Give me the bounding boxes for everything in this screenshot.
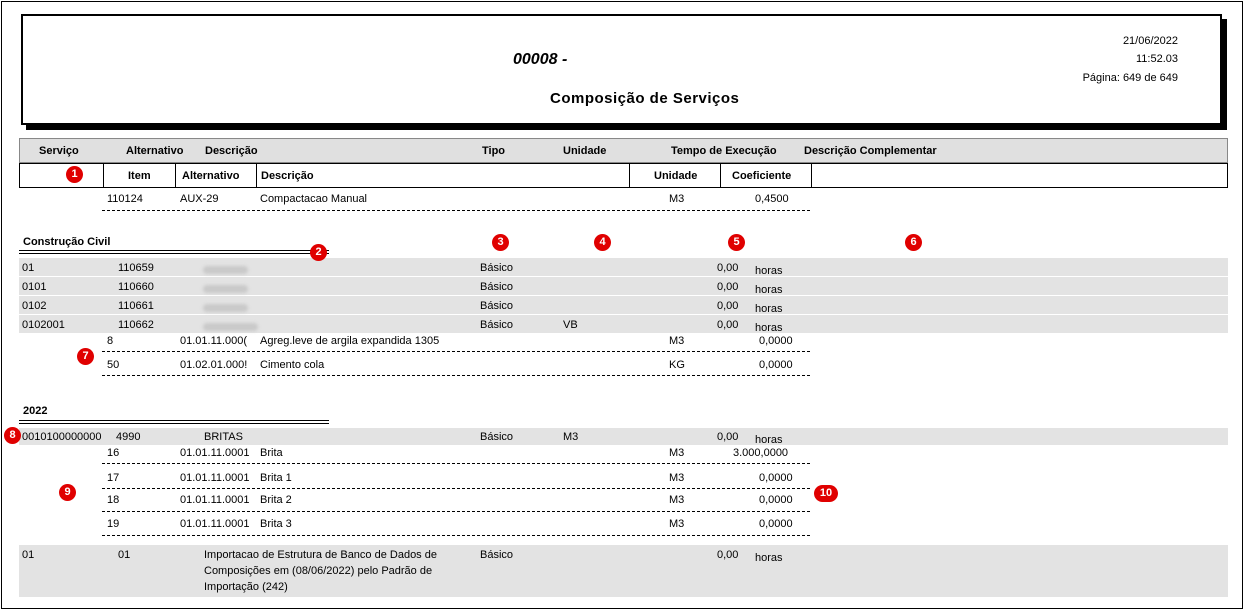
service-code: 0010100000000 xyxy=(22,431,102,443)
service-row xyxy=(19,258,1228,276)
annotation-badge-6: 6 xyxy=(905,234,922,251)
service-code: 0102 xyxy=(22,300,47,312)
item-desc: Compactacao Manual xyxy=(260,193,368,205)
service-time: 0,00 xyxy=(717,300,739,312)
dashed-line xyxy=(102,535,810,536)
service-time-unit: horas xyxy=(755,322,783,334)
service-row xyxy=(19,428,1228,445)
col-unidade: Unidade xyxy=(563,145,607,157)
report-code: 00008 - xyxy=(513,51,568,68)
report-header xyxy=(21,14,1222,125)
dashed-line xyxy=(102,511,810,512)
col-tempo: Tempo de Execução xyxy=(671,145,777,157)
service-row xyxy=(19,277,1228,295)
report-date: 21/06/2022 xyxy=(1122,35,1178,47)
divider xyxy=(720,164,721,187)
divider xyxy=(811,164,812,187)
item-unit: KG xyxy=(669,359,685,371)
service-type: Básico xyxy=(480,431,514,443)
subcol-coeficiente: Coeficiente xyxy=(732,170,792,182)
item-coef: 0,0000 xyxy=(759,335,793,347)
redacted-text xyxy=(203,285,248,293)
item-alt: 01.01.11.0001 xyxy=(180,494,250,506)
service-row xyxy=(19,296,1228,314)
item-coef: 0,0000 xyxy=(759,494,793,506)
service-code: 0102001 xyxy=(22,319,65,331)
item-code: 17 xyxy=(107,472,120,484)
annotation-badge-5: 5 xyxy=(728,234,745,251)
col-servico: Serviço xyxy=(39,145,79,157)
item-unit: M3 xyxy=(669,472,685,484)
subcol-item: Item xyxy=(128,170,151,182)
service-type: Básico xyxy=(480,300,514,312)
item-alt: 01.02.01.000! xyxy=(180,359,248,371)
col-desc-compl: Descrição Complementar xyxy=(804,145,937,157)
annotation-badge-3: 3 xyxy=(492,234,509,251)
service-alt: 110662 xyxy=(118,319,154,331)
service-row xyxy=(19,545,1228,597)
item-code: 19 xyxy=(107,518,120,530)
annotation-badge-2: 2 xyxy=(310,244,327,261)
service-time: 0,00 xyxy=(717,549,739,561)
col-tipo: Tipo xyxy=(482,145,506,157)
subcol-descricao: Descrição xyxy=(261,170,314,182)
report-title: Composição de Serviços xyxy=(550,90,740,107)
service-desc: Importacao de Estrutura de Banco de Dados de Composições em (08/06/2022) pelo Padrão de Importação (242) xyxy=(204,549,437,593)
redacted-text xyxy=(203,323,258,331)
item-desc: Brita 2 xyxy=(260,494,292,506)
item-desc: Brita 3 xyxy=(260,518,292,530)
service-time-unit: horas xyxy=(755,284,783,296)
service-alt: 01 xyxy=(118,549,131,561)
service-time-unit: horas xyxy=(755,303,783,315)
item-unit: M3 xyxy=(669,518,685,530)
service-time: 0,00 xyxy=(717,319,739,331)
col-descricao: Descrição xyxy=(205,145,258,157)
service-type: Básico xyxy=(480,549,514,561)
divider xyxy=(175,164,176,187)
group-underline xyxy=(19,250,329,254)
item-unit: M3 xyxy=(669,494,685,506)
item-coef: 0,0000 xyxy=(759,472,793,484)
service-alt: 4990 xyxy=(116,431,141,443)
redacted-text xyxy=(203,266,248,274)
service-type: Básico xyxy=(480,319,514,331)
item-alt: 01.01.11.0001 xyxy=(180,472,250,484)
service-alt: 110660 xyxy=(118,281,154,293)
service-time-unit: horas xyxy=(755,434,783,446)
item-desc: Brita xyxy=(260,447,283,459)
item-coef: 0,0000 xyxy=(759,518,793,530)
service-type: Básico xyxy=(480,262,514,274)
col-alternativo: Alternativo xyxy=(126,145,184,157)
service-unit: VB xyxy=(563,319,578,331)
redacted-text xyxy=(203,304,248,312)
group-title: Construção Civil xyxy=(23,236,111,248)
item-code: 18 xyxy=(107,494,120,506)
service-code: 01 xyxy=(22,262,35,274)
item-coef: 0,0000 xyxy=(759,359,793,371)
dashed-line xyxy=(102,351,810,352)
item-code: 50 xyxy=(107,359,120,371)
service-row xyxy=(19,315,1228,333)
item-desc: Agreg.leve de argila expandida 1305 xyxy=(260,335,440,347)
dashed-line xyxy=(102,375,810,376)
group-underline xyxy=(19,420,329,424)
divider xyxy=(103,164,104,187)
item-alt: AUX-29 xyxy=(180,193,219,205)
service-time: 0,00 xyxy=(717,431,739,443)
service-time: 0,00 xyxy=(717,262,739,274)
dashed-line xyxy=(102,210,810,211)
item-alt: 01.01.11.0001 xyxy=(180,447,250,459)
item-unit: M3 xyxy=(669,447,685,459)
service-alt: 110661 xyxy=(118,300,154,312)
annotation-badge-9: 9 xyxy=(59,484,76,501)
item-unit: M3 xyxy=(669,335,685,347)
item-desc: Brita 1 xyxy=(260,472,292,484)
item-desc: Cimento cola xyxy=(260,359,325,371)
service-time-unit: horas xyxy=(755,265,783,277)
subcol-unidade: Unidade xyxy=(654,170,698,182)
divider xyxy=(629,164,630,187)
annotation-badge-7: 7 xyxy=(77,348,94,365)
annotation-badge-8: 8 xyxy=(4,427,21,444)
item-alt: 01.01.11.000( xyxy=(180,335,248,347)
dashed-line xyxy=(102,488,810,489)
annotation-badge-4: 4 xyxy=(594,234,611,251)
service-desc: BRITAS xyxy=(204,431,243,443)
item-unit: M3 xyxy=(669,193,685,205)
item-code: 16 xyxy=(107,447,120,459)
group-title: 2022 xyxy=(23,405,48,417)
service-time-unit: horas xyxy=(755,552,783,564)
subcol-alternativo: Alternativo xyxy=(182,170,240,182)
subcolumn-header xyxy=(19,163,1228,188)
divider xyxy=(256,164,257,187)
item-code: 110124 xyxy=(107,193,143,205)
service-code: 01 xyxy=(22,549,35,561)
item-alt: 01.01.11.0001 xyxy=(180,518,250,530)
report-page: Página: 649 de 649 xyxy=(1082,72,1178,84)
item-coef: 3.000,0000 xyxy=(733,447,789,459)
service-time: 0,00 xyxy=(717,281,739,293)
service-unit: M3 xyxy=(563,431,579,443)
dashed-line xyxy=(102,463,810,464)
service-code: 0101 xyxy=(22,281,47,293)
annotation-badge-10: 10 xyxy=(814,485,838,502)
service-type: Básico xyxy=(480,281,514,293)
item-code: 8 xyxy=(107,335,114,347)
report-time: 11:52.03 xyxy=(1135,53,1178,65)
column-header xyxy=(19,138,1228,163)
annotation-badge-1: 1 xyxy=(66,166,83,183)
service-alt: 110659 xyxy=(118,262,154,274)
item-coef: 0,4500 xyxy=(755,193,789,205)
